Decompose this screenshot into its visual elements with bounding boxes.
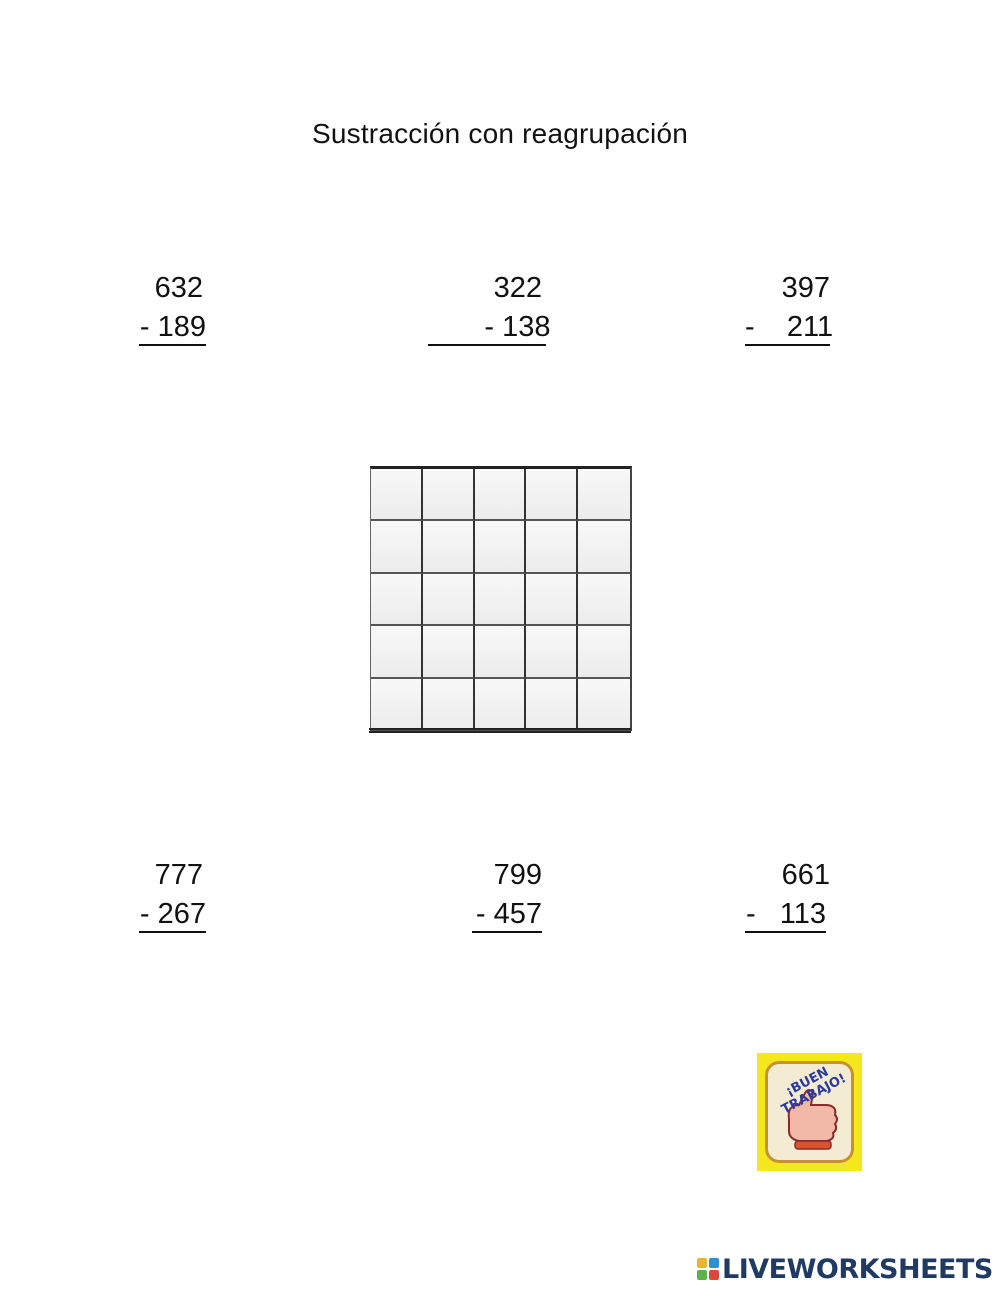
grid-cell[interactable]: [371, 521, 423, 573]
grid-base-line: [369, 731, 631, 733]
grid-cell[interactable]: [423, 679, 475, 731]
problem-5-minuend: 799: [493, 859, 542, 891]
grid-cell[interactable]: [475, 574, 527, 626]
problem-4-minuend: 777: [154, 859, 203, 891]
grid-cell[interactable]: [526, 679, 578, 731]
problem-3-subtrahend: - 211: [745, 310, 830, 346]
grid-cell[interactable]: [475, 679, 527, 731]
problem-2-minuend: 322: [493, 272, 542, 304]
problem-3-minuend: 397: [781, 272, 830, 304]
grid-cell[interactable]: [526, 574, 578, 626]
grid-cell[interactable]: [578, 626, 630, 678]
grid-cell[interactable]: [578, 679, 630, 731]
grid-cell[interactable]: [578, 469, 630, 521]
problem-4-subtrahend: - 267: [139, 897, 206, 933]
grid-cell[interactable]: [475, 469, 527, 521]
grid-cell[interactable]: [371, 626, 423, 678]
good-job-sticker: [757, 1053, 862, 1171]
problem-5-subtrahend: - 457: [472, 897, 542, 933]
grid-cell[interactable]: [423, 469, 475, 521]
grid-cell[interactable]: [423, 574, 475, 626]
grid-cell[interactable]: [526, 521, 578, 573]
liveworksheets-logo: [697, 1254, 993, 1284]
grid-cell[interactable]: [371, 574, 423, 626]
grid-base-line: [369, 728, 631, 730]
problem-1-subtrahend: - 189: [139, 310, 206, 346]
problem-1-minuend: 632: [154, 272, 203, 304]
brand-name: LIVEWORKSHEETS: [722, 1253, 993, 1285]
page-title: Sustracción con reagrupación: [311, 118, 689, 149]
grid-cell[interactable]: [526, 626, 578, 678]
sticker-badge: [765, 1061, 854, 1163]
problem-2-subtrahend: - 138: [428, 310, 546, 346]
grid-cell[interactable]: [423, 626, 475, 678]
grid-cell[interactable]: [475, 521, 527, 573]
grid-cell[interactable]: [475, 626, 527, 678]
problem-6-subtrahend: - 113: [745, 897, 826, 933]
grid-cell[interactable]: [526, 469, 578, 521]
grid-cell[interactable]: [578, 521, 630, 573]
grid-cell[interactable]: [423, 521, 475, 573]
grid-cell[interactable]: [578, 574, 630, 626]
answer-grid[interactable]: [370, 466, 632, 731]
liveworksheets-logo-icon: [697, 1258, 719, 1280]
sticker-text: ¡BUEN TRABAJO!: [779, 1064, 849, 1118]
problem-6-minuend: 661: [781, 859, 830, 891]
grid-cell[interactable]: [371, 679, 423, 731]
grid-cell[interactable]: [371, 469, 423, 521]
